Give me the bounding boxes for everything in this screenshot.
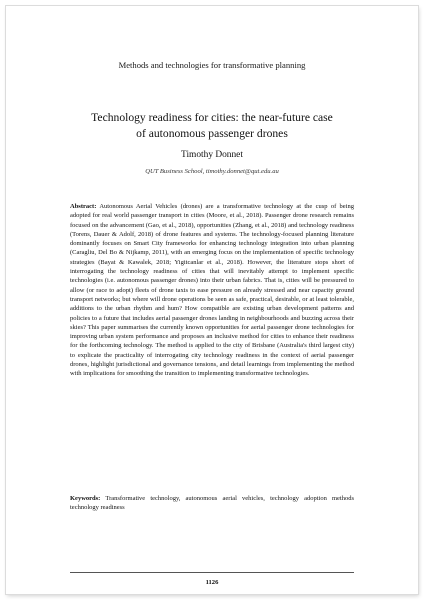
abstract-text: Autonomous Aerial Vehicles (drones) are a transformative technology at the cusp of being adopted for real world passenger transport in cities (Moore, et al., 2018). Passenger drone research remains focused on the advancement (Gao, et al., 2018), opportunities (Zhang, et al., 2018) and technology readiness (Torens, Dauer & Adolf, 2018) of drone features and systems. The technology-focused planning literature dominantly focuses on Smart City frameworks for enhancing technology integration into urban planning (Caragliu, Del Bo & Nijkamp, 2011), with an emerging focus on the implementation of specific technology strategies (Bayat & Kawalek, 2018; Yigitcanlar et al., 2018). However, the literature stops short of interrogating the technology readiness of cities that will inevitably attempt to implement specific technologies (i.e. autonomous passenger drones) into their urban fabrics. That is, cities will be pressured to allow (or race to adopt) fleets of drone taxis to ease pressure on already stressed and near capacity ground transport networks; but where will drone operations be seen as safe, practical, desirable, or at least tolerable, additions to the urban rhythm and hum? How compatible are existing urban development patterns and policies to a future that includes aerial passenger drones landing in neighbourhoods and buzzing across their skies? This paper summarises the currently known opportunities for aerial passenger drone technologies for improving urban system performance and proposes an inclusive method for cities to enhance their readiness for the forthcoming technology. The method is applied to the city of Brisbane (Australia's third largest city) to explicate the practicality of interrogating city technology readiness in the context of aerial passenger drones, highlight jurisdictional and governance tensions, and detail learnings from implementing the method with implications for smoothing the transition to implementing transformative technologies. (70, 203, 354, 378)
keywords-text: Transformative technology, autonomous aerial vehicles, technology adoption methods technology readiness (70, 495, 354, 512)
paper-title-line-2: of autonomous passenger drones (136, 127, 288, 140)
abstract-label: Abstract: (70, 203, 97, 210)
paper-page (6, 6, 418, 594)
running-head: Methods and technologies for transformative planning (118, 60, 306, 70)
abstract-paragraph (70, 202, 354, 379)
paper-title (46, 110, 378, 142)
paper-title-line-1: Technology readiness for cities: the near-future case (91, 111, 333, 124)
author-name: Timothy Donnet (181, 150, 243, 160)
keywords-label: Keywords: (70, 495, 101, 502)
footer-rule (70, 572, 354, 573)
page-number: 1126 (205, 579, 219, 586)
keywords-paragraph (70, 494, 354, 513)
author-affiliation: QUT Business School, timothy.donnet@qut.edu.au (145, 168, 279, 175)
